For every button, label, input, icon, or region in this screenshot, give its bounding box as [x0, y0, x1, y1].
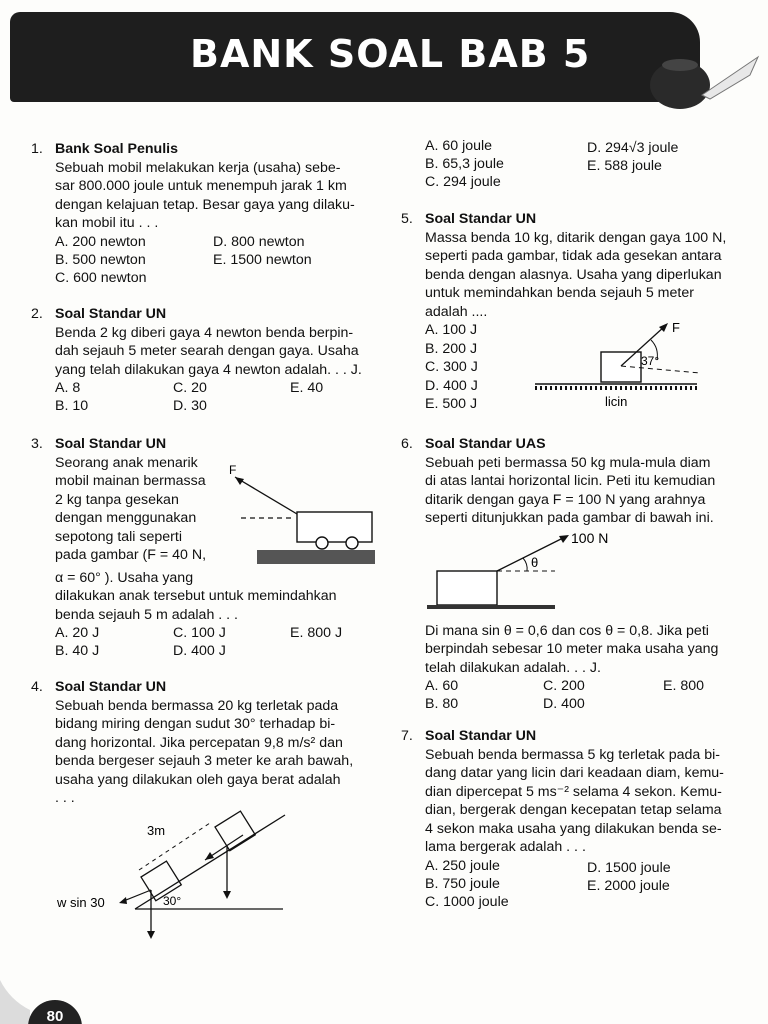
question-text-line: ditarik dengan gaya F = 100 N yang arahnya [425, 491, 706, 508]
question-source: Soal Standar UN [425, 728, 537, 744]
question-number: 1. [31, 141, 43, 157]
question-text-line: pada gambar (F = 40 N, [55, 547, 207, 563]
option: A. 200 newton [55, 233, 146, 250]
question-text-line: telah dilakukan adalah. . . J. [425, 659, 601, 676]
option: A. 250 joule [425, 857, 500, 874]
option: A. 8 [55, 380, 81, 396]
question-number: 7. [401, 728, 413, 744]
option: E. 800 [663, 678, 705, 694]
ink-pot-icon [640, 55, 760, 115]
option: A. 100 J [425, 322, 478, 338]
question-text-line: dian, bergerak dengan kecepatan tetap selama [425, 802, 722, 818]
toy-car-figure [225, 462, 375, 567]
option: C. 294 joule [425, 174, 501, 190]
question-text-line: . . . [55, 790, 75, 806]
question-text-line: Sebuah benda bermassa 20 kg terletak pada [55, 697, 339, 714]
question-text-line: 2 kg tanpa gesekan [55, 491, 179, 508]
question-text-line: benda bergeser sejauh 3 meter ke arah bawah, [55, 753, 354, 769]
question-4 [31, 678, 385, 808]
question-text-line: Sebuah mobil melakukan kerja (usaha) sebe- [55, 159, 341, 176]
option: D. 400 [543, 696, 585, 712]
question-text-line: Sebuah benda bermassa 5 kg terletak pada bi- [425, 746, 720, 763]
crate-force-figure [425, 527, 625, 617]
option: B. 750 joule [425, 875, 500, 892]
question-text-line: lama bergerak adalah . . . [425, 839, 586, 855]
angle-label: 30° [163, 894, 182, 908]
question-text-line: 4 sekon maka usaha yang dilakukan benda se- [425, 820, 722, 837]
question-text-line: Di mana sin θ = 0,6 dan cos θ = 0,8. Jika peti [425, 622, 709, 639]
question-number: 3. [31, 436, 43, 452]
angle-label: θ [531, 555, 539, 570]
question-text-line: α = 60° ). Usaha yang [55, 569, 194, 586]
question-number: 4. [31, 679, 43, 695]
angle-label: 37° [641, 354, 660, 368]
question-source: Soal Standar UN [55, 436, 167, 452]
question-text-line: adalah .... [425, 303, 488, 320]
page-number: 80 [28, 1000, 82, 1024]
question-text-line: bidang miring dengan sudut 30° terhadap bi- [55, 716, 336, 732]
option: E. 588 joule [587, 158, 662, 174]
option: D. 30 [173, 398, 207, 414]
option: E. 2000 joule [587, 877, 670, 894]
question-text-line: seperti ditunjukkan pada gambar di bawah ini. [425, 510, 714, 526]
question-text-line: Benda 2 kg diberi gaya 4 newton benda berpin- [55, 324, 354, 341]
page-title: BANK SOAL BAB 5 [190, 32, 591, 76]
option: C. 600 newton [55, 269, 147, 286]
question-text-line: benda sejauh 5 m adalah . . . [55, 606, 238, 623]
question-text-line: sepotong tali seperti [55, 528, 182, 545]
question-text-line: dang datar yang licin dari keadaan diam, kemu- [425, 765, 724, 781]
question-text-line: dian dipercepat 5 ms⁻² selama 4 sekon. Kemu- [425, 783, 722, 800]
option: B. 40 J [55, 643, 100, 659]
option: C. 100 J [173, 625, 226, 641]
option: D. 400 J [173, 643, 226, 659]
question-text-line: dengan menggunakan [55, 510, 197, 526]
question-text-line: dah sejauh 5 meter searah dengan gaya. Usaha [55, 343, 359, 359]
question-text-line: di atas lantai horizontal licin. Peti itu kemudian [425, 473, 716, 489]
question-source: Bank Soal Penulis [55, 141, 178, 157]
question-number: 2. [31, 306, 43, 322]
question-source: Soal Standar UN [425, 211, 537, 227]
option: C. 200 [543, 678, 585, 694]
option: D. 800 newton [213, 233, 305, 250]
option: B. 500 newton [55, 251, 146, 268]
option: D. 294√3 joule [587, 140, 679, 156]
question-text-line: seperti pada gambar, tidak ada gesekan antara [425, 248, 722, 264]
question-text-line: mobil mainan bermassa [55, 473, 206, 489]
option: C. 300 J [425, 359, 478, 375]
force-label: F [672, 320, 680, 335]
option: A. 20 J [55, 625, 100, 641]
question-2 [31, 305, 385, 417]
question-text-line: kan mobil itu . . . [55, 215, 159, 231]
question-text-line: dang horizontal. Jika percepatan 9,8 m/s² dan [55, 734, 343, 751]
question-text-line: Massa benda 10 kg, ditarik dengan gaya 100 N, [425, 229, 727, 246]
question-text-line: yang telah dilakukan gaya 4 newton adalah. . . J. [55, 361, 362, 378]
question-text-line: Sebuah peti bermassa 50 kg mula-mula diam [425, 454, 711, 471]
question-number: 5. [401, 211, 413, 227]
question-number: 6. [401, 436, 413, 452]
option: E. 1500 newton [213, 251, 312, 268]
option: A. 60 joule [425, 138, 493, 154]
question-text-line: dengan kelajuan tetap. Besar gaya yang dilaku- [55, 196, 355, 213]
option: E. 500 J [425, 396, 478, 412]
question-text-line: untuk memindahkan benda sejauh 5 meter [425, 285, 694, 301]
question-text-line: Seorang anak menarik [55, 454, 198, 471]
force-label: F [229, 463, 237, 477]
option: B. 10 [55, 398, 89, 414]
distance-label: 3m [147, 823, 166, 838]
option: D. 400 J [425, 377, 478, 394]
question-7 [401, 727, 750, 913]
option: D. 1500 joule [587, 859, 671, 876]
question-source: Soal Standar UAS [425, 436, 546, 452]
force-label: 100 N [571, 530, 609, 546]
option: B. 200 J [425, 340, 478, 357]
force-label: w sin 30 [57, 895, 105, 910]
option: E. 40 [290, 380, 324, 396]
box-force-figure [535, 318, 705, 413]
option: C. 1000 joule [425, 893, 509, 910]
surface-label: licin [605, 394, 628, 409]
question-4-options [425, 137, 750, 193]
option: A. 60 [425, 678, 459, 694]
option: B. 65,3 joule [425, 156, 504, 172]
option: E. 800 J [290, 625, 343, 641]
question-text-line: usaha yang dilakukan oleh gaya berat adalah [55, 771, 341, 788]
question-source: Soal Standar UN [55, 306, 167, 322]
question-source: Soal Standar UN [55, 679, 167, 695]
question-1 [31, 140, 385, 289]
question-text-line: berpindah sebesar 10 meter maka usaha yang [425, 641, 719, 657]
question-text-line: dilakukan anak tersebut untuk memindahkan [55, 588, 337, 604]
option: B. 80 [425, 696, 459, 712]
question-text-line: benda dengan alasnya. Usaha yang diperlukan [425, 266, 722, 283]
question-text-line: sar 800.000 joule untuk menempuh jarak 1 km [55, 178, 347, 194]
inclined-plane-figure [55, 805, 290, 940]
option: C. 20 [173, 380, 207, 396]
